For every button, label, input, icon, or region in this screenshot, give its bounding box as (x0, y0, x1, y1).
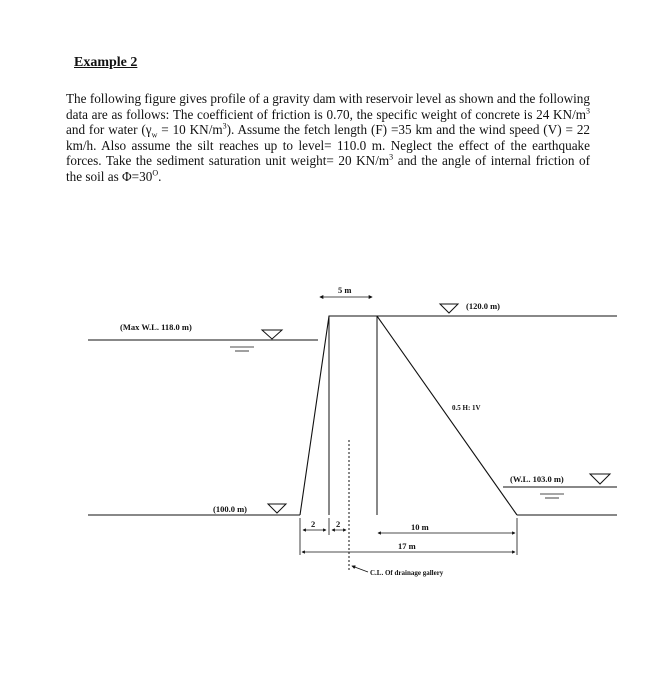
dim-10-label: 10 m (411, 522, 429, 532)
sentence-2e: ). Assume the fetch length (F) =35 km and the wind speed (V) = 22 km/h. Also assume the silt reaches up to level= 110.0 m. Neglect the effect of the earthquake forces. Take the sediment saturation unit weight= 20 KN/m (66, 122, 591, 169)
subscript-w: w (151, 130, 158, 140)
gallery-leader (352, 566, 368, 572)
gallery-label: C.L. Of drainage gallery (370, 569, 444, 577)
max-water-level-label: (Max W.L. 118.0 m) (120, 322, 192, 332)
superscript-3c: 3 (389, 152, 394, 162)
dim-2a-label: 2 (311, 519, 316, 529)
dim-2b-label: 2 (336, 519, 341, 529)
crest-level-triangle (440, 304, 458, 313)
tailwater-level-label: (W.L. 103.0 m) (510, 474, 564, 484)
sentence-2d: = 10 KN/m (157, 122, 223, 138)
sentence-2f: and the angle of internal friction of the soil as Φ=30 (66, 153, 590, 184)
superscript-degree: O (152, 168, 159, 178)
dam-outline (300, 316, 517, 515)
top-width-label: 5 m (338, 285, 352, 295)
crest-level-label: (120.0 m) (466, 301, 500, 311)
sentence-2b: and for water (γ (66, 122, 152, 138)
superscript-3b: 3 (222, 121, 227, 131)
period: . (158, 168, 162, 184)
sentence-1: The following figure gives profile of a gravity dam with reservoir level as shown and the following data are as follows: (66, 91, 590, 122)
dim-17-label: 17 m (398, 541, 416, 551)
base-level-triangle (268, 504, 286, 513)
max-wl-triangle (262, 330, 282, 339)
sentence-2a: The coefficient of friction is 0.70, the specific weight of concrete is 24 KN/m (172, 106, 586, 122)
tailwater-triangle (590, 474, 610, 484)
slope-label: 0.5 H: 1V (452, 404, 481, 412)
superscript-3: 3 (586, 106, 590, 116)
base-level-label: (100.0 m) (213, 504, 247, 514)
example-heading: Example 2 (74, 55, 138, 70)
